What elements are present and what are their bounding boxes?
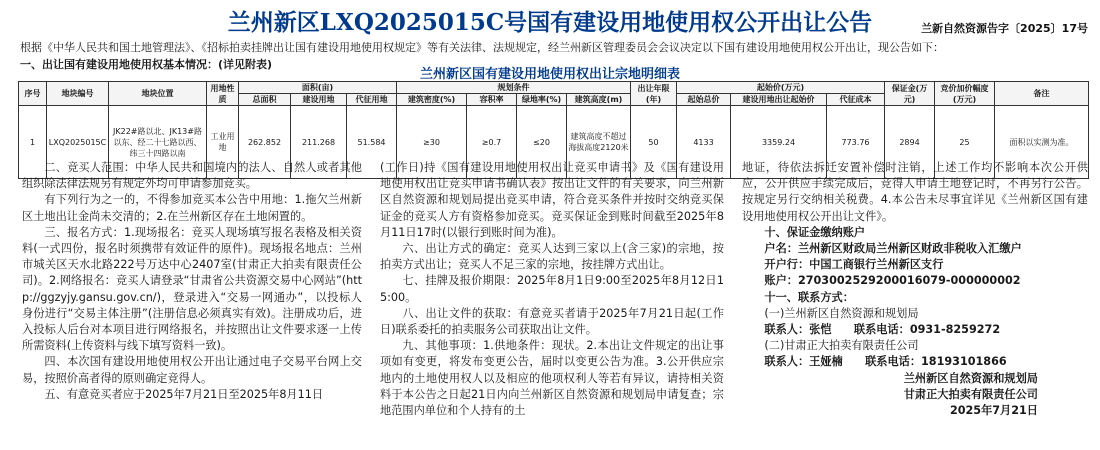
- table-title: 兰州新区国有建设用地使用权出让宗地明细表: [419, 67, 680, 82]
- cell-start-build: 3359.24: [731, 106, 827, 179]
- intro-paragraph: 根据《中华人民共和国土地管理法》、《招标拍卖挂牌出让国有建设用地使用权规定》等有关法律、法规规定，经兰州新区管理委员会会议决定以下国有建设用地使用权公开出让，现公告如下：: [20, 41, 944, 54]
- header-plan-group: 规划条件: [397, 82, 631, 94]
- text-column-3: [742, 160, 1088, 448]
- signature-org-2: 甘肃正大拍卖有限责任公司: [903, 387, 1038, 401]
- header-start-total: 起始总价: [677, 94, 731, 106]
- section-2-paragraph: 二、竞买人范围：中华人民共和国境内的法人、自然人或者其他组织除法律法规另有规定外均可申请参加竞买。: [22, 161, 362, 191]
- header-area-group: 面积(亩): [239, 82, 397, 94]
- text-column-2: [380, 160, 724, 448]
- cell-use: 工业用地: [207, 106, 239, 179]
- cell-build-area: 211.268: [291, 106, 347, 179]
- section-7-paragraph: 七、挂牌及报价期限：2025年8月1日9:00至2025年8月12日15:00。: [380, 274, 724, 304]
- cell-green: ≤20: [517, 106, 567, 179]
- cell-road-cost: 773.76: [827, 106, 885, 179]
- contact-org-1: (一)兰州新区自然资源和规划局: [764, 306, 919, 320]
- text-column-1: [22, 160, 362, 448]
- header-increment: 竞价加价幅度(万元): [935, 82, 995, 106]
- section-9-continued: 地证，待依法拆迁安置补偿时注销，上述工作均不影响本次公开供应，公开供应手续完成后，竞得人申请土地登记时，不再另行公告。按规定另行交纳相关税费。4.本公告未尽事宜详见《兰州新区国有建设用地使用权公开出让文件》。: [742, 161, 1088, 223]
- header-remark: 备注: [995, 82, 1089, 106]
- account-bank: 开户行：中国工商银行兰州新区支行: [764, 258, 944, 272]
- section-5-continued: (工作日)持《国有建设用地使用权出让竞买申请书》及《国有建设用地使用权出让竞买申请书确认表》按出让文件的有关要求，向兰州新区自然资源和规划局提出竞买申请，符合竞买条件并按时交纳竞买保证金的竞买人方有资格参加竞买。竞买保证金到账时间截至2025年8月11日17时(以银行到账时间为准)。: [380, 161, 724, 239]
- header-height: 建筑高度(m): [567, 94, 631, 106]
- cell-density: ≥30: [397, 106, 467, 179]
- account-name: 户名：兰州新区财政局兰州新区财政非税收入汇缴户: [764, 242, 1022, 256]
- contact-org-2: (二)甘肃正大拍卖有限责任公司: [764, 339, 919, 353]
- cell-term: 50: [631, 106, 677, 179]
- cell-height: 建筑高度不超过海拔高度2120米: [567, 106, 631, 179]
- page-title: 兰州新区LXQ2025015C号国有建设用地使用权公开出让公告: [227, 9, 873, 36]
- header-location: 地块位置: [109, 82, 207, 106]
- section-4-paragraph: 四、本次国有建设用地使用权公开出让通过电子交易平台网上交易，按照价高者得的原则确定竞得人。: [22, 355, 362, 385]
- section-9-paragraph: 九、其他事项：1.供地条件：现状。2.本出让文件规定的出让事项如有变更，将发布变更公告，届时以变更公告为准。3.公开供应宗地内的土地使用权人以及相应的他项权利人等若有异议，请持相关资料于本公告之日起21日内向兰州新区自然资源和规划局申请复查；宗地范围内单位和个人持有的土: [380, 339, 724, 418]
- header-term: 出让年限(年): [631, 82, 677, 106]
- contact-2: 联系人：王娅楠 联系电话：18193101866: [764, 355, 1007, 369]
- header-use: 用地性质: [207, 82, 239, 106]
- cell-deposit: 2894: [885, 106, 935, 179]
- contact-1: 联系人：张恺 联系电话：0931-8259272: [764, 323, 1001, 337]
- header-parcel-no: 地块编号: [47, 82, 109, 106]
- header-total-area: 总面积: [239, 94, 291, 106]
- section-6-paragraph: 六、出让方式的确定：竞买人达到三家以上(含三家)的宗地，按拍卖方式出让；竞买人不足三家的宗地，按挂牌方式出让。: [380, 242, 724, 272]
- header-road-area: 代征用地: [347, 94, 397, 106]
- cell-seq: 1: [19, 106, 47, 179]
- signature-date: 2025年7月21日: [949, 404, 1038, 418]
- section-5-paragraph: 五、有意竞买者应于2025年7月21日至2025年8月11日: [44, 387, 324, 401]
- header-green: 绿地率(%): [517, 94, 567, 106]
- header-price-group: 起始价(万元): [677, 82, 885, 94]
- cell-remark: 面积以实测为准。: [995, 106, 1089, 179]
- cell-road-area: 51.584: [347, 106, 397, 179]
- table-header-row: [19, 82, 1089, 94]
- header-seq: 序号: [19, 82, 47, 106]
- cell-location: JK22#路以北、JK13#路以东、经二十七路以西、纬三十四路以南: [109, 106, 207, 179]
- section-3-paragraph: 三、报名方式：1.现场报名：竞买人现场填写报名表格及相关资料(一式四份，报名时须携带有效证件的原件)。现场报名地点：兰州市城关区天水北路222号万达中心2407室(甘肃正大拍卖有限责任公司)。2.网络报名：竞买人请登录“甘肃省公共资源交易中心网站”(http://ggzyjy.gansu.gov.cn/)，登录进入“交易一网通办”，以投标人身份进行“交易主体注册”(注册信息必须真实有效)。注册成功后，进入投标人后台对本项目进行网络报名，并按照出让文件要求逐一上传所需资料(上传资料与线下填写资料一致)。: [22, 225, 362, 353]
- header-build-area: 建设用地: [291, 94, 347, 106]
- cell-increment: 25: [935, 106, 995, 179]
- header-start-build: 建设用地出让起始价: [731, 94, 827, 106]
- cell-total-area: 262.852: [239, 106, 291, 179]
- signature-org-1: 兰州新区自然资源和规划局: [903, 371, 1038, 385]
- cell-far: ≥0.7: [467, 106, 517, 179]
- section-1-heading: 一、出让国有建设用地使用权基本情况：(详见附表): [20, 58, 273, 71]
- cell-start-total: 4133: [677, 106, 731, 179]
- cell-parcel-no: LXQ2025015C: [47, 106, 109, 179]
- header-far: 容积率: [467, 94, 517, 106]
- restriction-paragraph: 有下列行为之一的，不得参加竞买本公告中用地：1.拖欠兰州新区土地出让金尚未交清的；2.在兰州新区存在土地闲置的。: [22, 193, 362, 223]
- section-10-heading: 十、保证金缴纳账户: [764, 225, 866, 239]
- header-deposit: 保证金(万元): [885, 82, 935, 106]
- header-density: 建筑密度(%): [397, 94, 467, 106]
- section-11-heading: 十一、联系方式：: [764, 290, 854, 304]
- document-number: 兰新自然资源告字〔2025〕17号: [921, 22, 1088, 35]
- account-number: 账户：2703002529200016079-000000002: [764, 274, 1021, 288]
- header-road-cost: 代征成本: [827, 94, 885, 106]
- section-8-paragraph: 八、出让文件的获取：有意竞买者请于2025年7月21日起(工作日)联系委托的拍卖服务公司获取出让文件。: [380, 306, 724, 337]
